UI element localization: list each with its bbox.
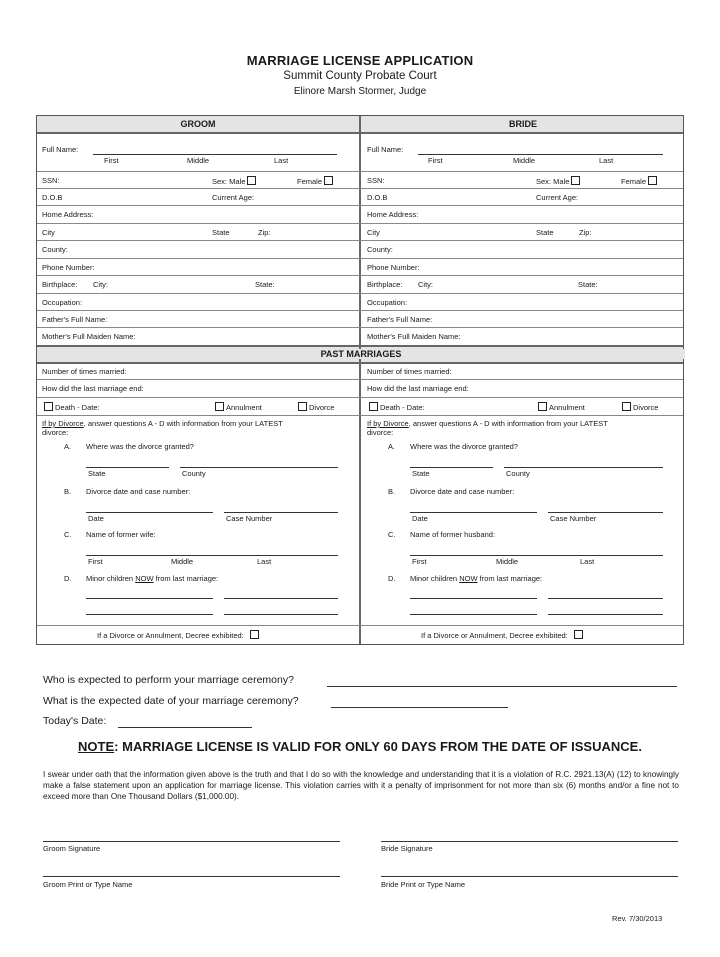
bride-annulment <box>536 402 585 413</box>
groom-female <box>297 176 335 187</box>
groom-phone-label: Phone Number: <box>42 263 95 272</box>
bride-qd-post: from last marriage: <box>477 574 543 583</box>
groom-qd-letter: D. <box>64 574 72 583</box>
bride-qb-date-field[interactable] <box>410 512 537 513</box>
groom-divorce-label: Divorce <box>309 403 335 412</box>
groom-if-divorce <box>42 419 283 429</box>
groom-annulment-checkbox[interactable] <box>215 402 224 411</box>
rule <box>37 240 683 241</box>
bride-county-label: County: <box>367 245 393 254</box>
groom-qb-letter: B. <box>64 487 72 496</box>
bride-child-field[interactable] <box>548 598 663 599</box>
bride-qb-case-label: Case Number <box>550 514 597 523</box>
groom-signature-label: Groom Signature <box>43 844 101 853</box>
groom-divorce-checkbox[interactable] <box>298 402 307 411</box>
groom-city-label: City <box>42 228 55 237</box>
bride-qa-label: Where was the divorce granted? <box>410 442 518 451</box>
groom-male-label: Male <box>229 177 246 186</box>
groom-qd-post: from last marriage: <box>153 574 219 583</box>
groom-full-name-field[interactable] <box>93 154 337 155</box>
bride-current-age-label: Current Age: <box>536 193 579 202</box>
bride-qd-label <box>410 574 542 584</box>
rule <box>37 625 683 626</box>
rule <box>37 327 683 328</box>
groom-child-field[interactable] <box>86 598 213 599</box>
date-question: What is the expected date of your marriage ceremony? <box>43 695 299 707</box>
bride-sex <box>536 176 582 187</box>
groom-dob-label: D.O.B <box>42 193 63 202</box>
bride-divorce-checkbox[interactable] <box>622 402 631 411</box>
bride-qc-letter: C. <box>388 530 396 539</box>
groom-decree-label: If a Divorce or Annulment, Decree exhibited: <box>97 631 244 640</box>
groom-qa-label: Where was the divorce granted? <box>86 442 194 451</box>
rule <box>37 397 683 398</box>
groom-bp-city-label: City: <box>93 280 108 289</box>
bride-if-divorce-lead: If by Divorce <box>367 419 409 428</box>
groom-zip-label: Zip: <box>258 228 271 237</box>
bride-male-checkbox[interactable] <box>571 176 580 185</box>
groom-if-divorce-cont: divorce: <box>42 428 69 437</box>
groom-annulment-label: Annulment <box>226 403 262 412</box>
bride-qd-letter: D. <box>388 574 396 583</box>
groom-death-label: Death - Date: <box>55 403 100 412</box>
bride-qa-state-label: State <box>412 469 430 478</box>
validity-note <box>0 739 720 754</box>
bride-child-field[interactable] <box>410 614 537 615</box>
bride-if-divorce <box>367 419 608 429</box>
rule <box>37 223 683 224</box>
bride-heading: BRIDE <box>508 119 537 129</box>
groom-father-label: Father's Full Name: <box>42 315 108 324</box>
groom-state-label: State <box>212 228 230 237</box>
bride-mother-label: Mother's Full Maiden Name: <box>367 332 461 341</box>
bride-father-label: Father's Full Name: <box>367 315 433 324</box>
groom-birthplace-label: Birthplace: <box>42 280 78 289</box>
bride-annulment-label: Annulment <box>549 403 585 412</box>
rule <box>37 188 683 189</box>
rule <box>37 310 683 311</box>
groom-county-label: County: <box>42 245 68 254</box>
groom-qb-date-label: Date <box>88 514 104 523</box>
bride-qa-county-field[interactable] <box>504 467 663 468</box>
groom-decree-checkbox[interactable] <box>250 630 259 639</box>
groom-qa-county-field[interactable] <box>180 467 338 468</box>
rule <box>37 275 683 276</box>
bride-qa-state-field[interactable] <box>410 467 493 468</box>
column-divider <box>359 116 361 644</box>
bride-female <box>621 176 659 187</box>
ceremony-date-field[interactable] <box>331 707 508 708</box>
rule <box>37 171 683 172</box>
groom-male-checkbox[interactable] <box>247 176 256 185</box>
rule <box>37 415 683 416</box>
bride-qa-county-label: County <box>506 469 530 478</box>
bride-child-field[interactable] <box>548 614 663 615</box>
bride-qc-name-field[interactable] <box>410 555 663 556</box>
groom-times-married-label: Number of times married: <box>42 367 127 376</box>
groom-child-field[interactable] <box>86 614 213 615</box>
groom-qc-middle-label: Middle <box>171 557 194 566</box>
bride-print-name-field[interactable] <box>381 876 678 877</box>
bride-male-label: Male <box>553 177 570 186</box>
rule <box>37 205 683 206</box>
groom-qc-last-label: Last <box>257 557 272 566</box>
oath-statement: I swear under oath that the information given above is the truth and that I do so with the knowledge and understanding that it is a violation of R.C. 2921.13(A) (12) to knowingly make a false statement upon an application for marriage license. This violation carries with it a penalty of imprisonment for not more than six (6) months and/or a fine not to exceed more than One Thousand Dollars ($1,000.00). <box>43 770 679 801</box>
rule <box>37 293 683 294</box>
perform-field[interactable] <box>327 686 677 687</box>
bride-qb-label: Divorce date and case number: <box>410 487 515 496</box>
groom-current-age-label: Current Age: <box>212 193 255 202</box>
groom-home-address-label: Home Address: <box>42 210 94 219</box>
groom-female-checkbox[interactable] <box>324 176 333 185</box>
today-date-field[interactable] <box>118 727 252 728</box>
bride-signature-label: Bride Signature <box>381 844 433 853</box>
groom-child-field[interactable] <box>224 598 338 599</box>
bride-qb-date-label: Date <box>412 514 428 523</box>
bride-phone-label: Phone Number: <box>367 263 420 272</box>
rule <box>37 379 683 380</box>
groom-qb-case-field[interactable] <box>224 512 338 513</box>
bride-last-end-label: How did the last marriage end: <box>367 384 469 393</box>
bride-qc-last-label: Last <box>580 557 595 566</box>
rule <box>37 362 683 364</box>
groom-last-end-label: How did the last marriage end: <box>42 384 144 393</box>
form-title: MARRIAGE LICENSE APPLICATION <box>246 53 474 68</box>
groom-full-name-label: Full Name: <box>42 145 79 154</box>
groom-signature-field[interactable] <box>43 841 340 842</box>
groom-qc-first-label: First <box>88 557 103 566</box>
groom-first-label: First <box>104 156 119 165</box>
application-form <box>36 115 684 645</box>
bride-qd-now: NOW <box>459 574 478 583</box>
groom-last-label: Last <box>274 156 289 165</box>
bride-middle-label: Middle <box>513 156 536 165</box>
note-text: : MARRIAGE LICENSE IS VALID FOR ONLY 60 DAYS FROM THE DATE OF ISSUANCE. <box>114 739 642 754</box>
bride-birthplace-label: Birthplace: <box>367 280 403 289</box>
bride-decree-label: If a Divorce or Annulment, Decree exhibited: <box>421 631 568 640</box>
groom-decree <box>97 630 261 641</box>
bride-zip-label: Zip: <box>579 228 592 237</box>
bride-ssn-label: SSN: <box>367 176 385 185</box>
groom-if-divorce-lead: If by Divorce <box>42 419 84 428</box>
bride-full-name-field[interactable] <box>418 154 663 155</box>
groom-female-label: Female <box>297 177 323 186</box>
bride-decree-checkbox[interactable] <box>574 630 583 639</box>
today-question: Today's Date: <box>43 715 107 727</box>
bride-divorce <box>620 402 658 413</box>
bride-female-checkbox[interactable] <box>648 176 657 185</box>
bride-divorce-label: Divorce <box>633 403 659 412</box>
groom-qa-state-label: State <box>88 469 106 478</box>
groom-print-label: Groom Print or Type Name <box>43 880 133 889</box>
bride-home-address-label: Home Address: <box>367 210 419 219</box>
bride-bp-state-label: State: <box>578 280 598 289</box>
groom-divorce <box>296 402 334 413</box>
groom-qb-label: Divorce date and case number: <box>86 487 191 496</box>
bride-last-label: Last <box>599 156 614 165</box>
judge-name: Elinore Marsh Stormer, Judge <box>293 86 427 97</box>
groom-qc-label: Name of former wife: <box>86 530 156 539</box>
groom-qb-case-label: Case Number <box>226 514 273 523</box>
groom-bp-state-label: State: <box>255 280 275 289</box>
bride-female-label: Female <box>621 177 647 186</box>
bride-death-checkbox[interactable] <box>369 402 378 411</box>
groom-mother-label: Mother's Full Maiden Name: <box>42 332 136 341</box>
bride-qb-letter: B. <box>388 487 396 496</box>
groom-qb-date-field[interactable] <box>86 512 213 513</box>
perform-question: Who is expected to perform your marriage ceremony? <box>43 674 294 686</box>
bride-qc-label: Name of former husband: <box>410 530 496 539</box>
rule <box>37 345 683 347</box>
past-marriages-heading: PAST MARRIAGES <box>37 349 685 359</box>
groom-sex <box>212 176 258 187</box>
bride-sex-label: Sex: <box>536 177 552 186</box>
bride-first-label: First <box>428 156 443 165</box>
groom-middle-label: Middle <box>187 156 210 165</box>
bride-child-field[interactable] <box>410 598 537 599</box>
groom-qa-letter: A. <box>64 442 72 451</box>
groom-if-divorce-rest: , answer questions A - D with information from your LATEST <box>83 419 283 428</box>
groom-qd-label <box>86 574 218 584</box>
bride-print-label: Bride Print or Type Name <box>381 880 466 889</box>
bride-if-divorce-rest: , answer questions A - D with information from your LATEST <box>408 419 608 428</box>
groom-qa-state-field[interactable] <box>86 467 169 468</box>
bride-death <box>367 402 425 413</box>
bride-decree <box>421 630 585 641</box>
groom-print-name-field[interactable] <box>43 876 340 877</box>
revision-date: Rev. 7/30/2013 <box>612 914 663 923</box>
groom-occupation-label: Occupation: <box>42 298 83 307</box>
groom-qc-name-field[interactable] <box>86 555 338 556</box>
bride-qd-pre: Minor children <box>410 574 460 583</box>
bride-times-married-label: Number of times married: <box>367 367 452 376</box>
rule <box>37 132 683 134</box>
groom-death <box>42 402 100 413</box>
bride-death-label: Death - Date: <box>380 403 425 412</box>
court-name: Summit County Probate Court <box>283 70 437 82</box>
groom-heading: GROOM <box>180 119 216 129</box>
bride-full-name-label: Full Name: <box>367 145 404 154</box>
groom-child-field[interactable] <box>224 614 338 615</box>
groom-qa-county-label: County <box>182 469 206 478</box>
bride-if-divorce-cont: divorce: <box>367 428 394 437</box>
bride-signature-field[interactable] <box>381 841 678 842</box>
groom-qd-now: NOW <box>135 574 154 583</box>
groom-qc-letter: C. <box>64 530 72 539</box>
bride-city-label: City <box>367 228 380 237</box>
bride-qc-first-label: First <box>412 557 427 566</box>
bride-qc-middle-label: Middle <box>496 557 519 566</box>
bride-state-label: State <box>536 228 554 237</box>
groom-sex-label: Sex: <box>212 177 228 186</box>
note-label: NOTE <box>78 739 115 754</box>
bride-bp-city-label: City: <box>418 280 433 289</box>
groom-qd-pre: Minor children <box>86 574 136 583</box>
rule <box>37 258 683 259</box>
bride-occupation-label: Occupation: <box>367 298 408 307</box>
bride-qa-letter: A. <box>388 442 396 451</box>
groom-annulment <box>213 402 262 413</box>
bride-qb-case-field[interactable] <box>548 512 663 513</box>
groom-death-checkbox[interactable] <box>44 402 53 411</box>
bride-dob-label: D.O.B <box>367 193 388 202</box>
bride-annulment-checkbox[interactable] <box>538 402 547 411</box>
groom-ssn-label: SSN: <box>42 176 60 185</box>
